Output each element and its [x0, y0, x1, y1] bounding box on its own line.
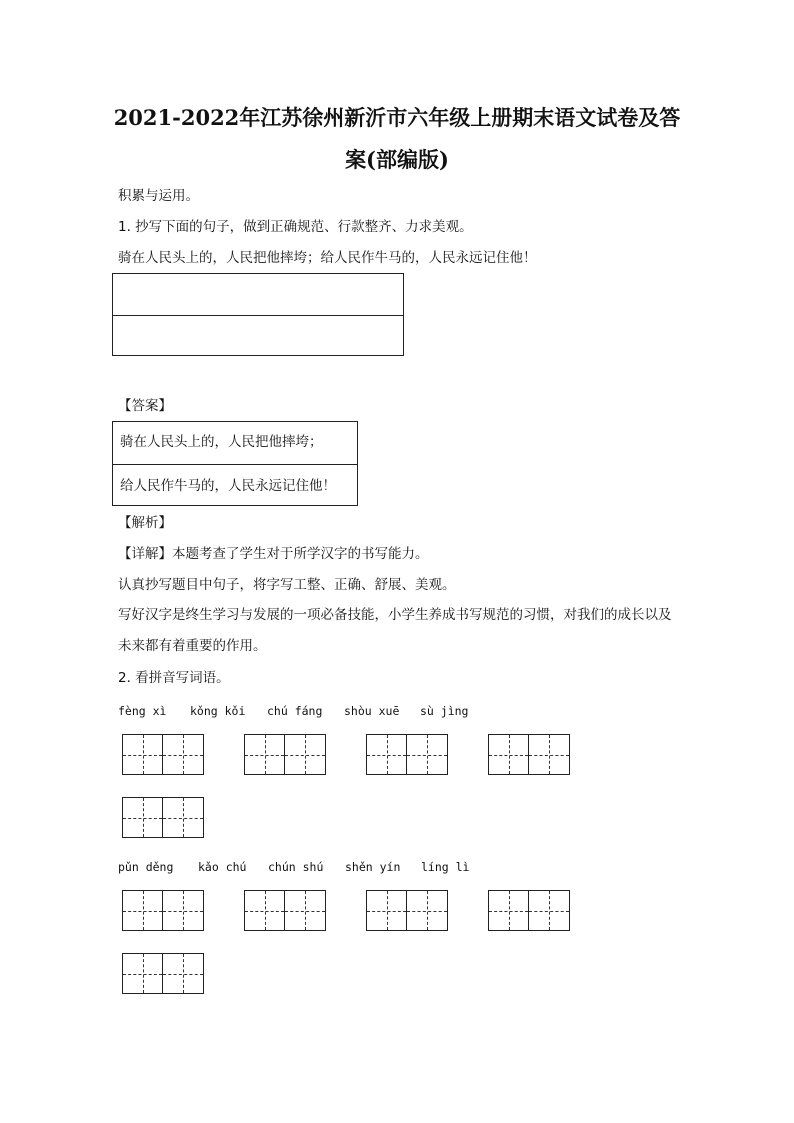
question-1-prompt: 1. 抄写下面的句子，做到正确规范、行款整齐、力求美观。	[118, 219, 473, 235]
tianzige-grid[interactable]	[244, 890, 326, 931]
tianzige-grid[interactable]	[122, 890, 204, 931]
tianzige-grid[interactable]	[488, 890, 570, 931]
tianzige-grid[interactable]	[488, 734, 570, 775]
tianzige-grid[interactable]	[122, 734, 204, 775]
tianzige-grid[interactable]	[122, 953, 204, 994]
question-1-sentence: 骑在人民头上的，人民把他摔垮；给人民作牛马的，人民永远记住他！	[118, 250, 537, 266]
document-title-line1: 2021-2022年江苏徐州新沂市六年级上册期末语文试卷及答	[113, 105, 681, 130]
pinyin-item: shòu xuē	[344, 704, 400, 718]
analysis-label: 【解析】	[118, 515, 172, 531]
pinyin-item: kǎo chú	[198, 860, 247, 874]
analysis-paragraph-2: 写好汉字是终生学习与发展的一项必备技能，小学生养成书写规范的习惯，对我们的成长以及未来都有着重要的作用。	[118, 607, 672, 654]
answer-box	[112, 421, 358, 506]
tianzige-grid[interactable]	[244, 734, 326, 775]
pinyin-item: fèng xì	[118, 704, 167, 718]
pinyin-item: chú fáng	[267, 704, 323, 718]
question-2-prompt: 2. 看拼音写词语。	[118, 670, 230, 686]
analysis-detail: 【详解】本题考查了学生对于所学汉字的书写能力。	[118, 546, 429, 562]
pinyin-item: shěn yín	[345, 860, 401, 874]
tianzige-grid[interactable]	[366, 890, 448, 931]
document-title-line2: 案(部编版)	[345, 147, 449, 172]
copy-box-divider	[113, 315, 403, 316]
analysis-paragraph-1: 认真抄写题目中句子，将字写工整、正确、舒展、美观。	[118, 577, 456, 593]
answer-line-1: 骑在人民头上的，人民把他摔垮；	[120, 434, 323, 450]
pinyin-item: sù jìng	[420, 704, 469, 718]
pinyin-item: kǒng kǒi	[190, 704, 246, 718]
pinyin-item: pǔn děng	[118, 860, 174, 874]
answer-line-2: 给人民作牛马的，人民永远记住他！	[120, 478, 336, 494]
answer-box-divider	[113, 464, 357, 465]
pinyin-item: líng lì	[421, 860, 470, 874]
tianzige-grid[interactable]	[122, 797, 204, 838]
copy-writing-box[interactable]	[112, 273, 404, 356]
answer-label: 【答案】	[118, 398, 172, 414]
section-heading: 积累与运用。	[118, 188, 199, 204]
tianzige-grid[interactable]	[366, 734, 448, 775]
pinyin-item: chún shú	[268, 860, 324, 874]
